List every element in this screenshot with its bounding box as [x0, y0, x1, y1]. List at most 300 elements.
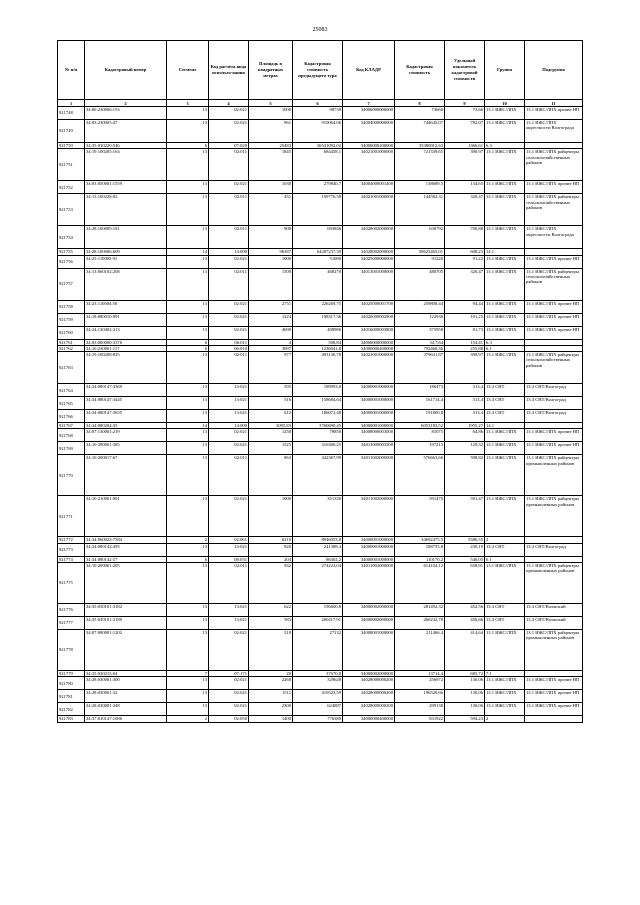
table-cell: 34:10:200001:205	[85, 563, 167, 604]
table-cell: 73660	[395, 107, 445, 120]
table-cell: 02:021	[209, 300, 249, 313]
table-cell: 281492,32	[395, 604, 445, 617]
table-cell: 13.1 ИЖС/ЛПХ	[485, 352, 525, 384]
table-cell: 64287237,39	[293, 249, 343, 255]
table-cell: 13	[167, 455, 209, 496]
table-row	[58, 255, 583, 268]
table-cell: 451	[249, 194, 293, 226]
table-cell: 02:021	[209, 313, 249, 326]
table-cell: 2260	[249, 677, 293, 690]
table-cell: 186072,48	[293, 410, 343, 423]
table-row	[58, 268, 583, 300]
table-cell: 13	[167, 149, 209, 181]
table-cell: 468270	[293, 268, 343, 300]
table-cell: 02:011	[209, 455, 249, 496]
table-cell: 721339,65	[395, 149, 445, 181]
table-cell: 73,66	[445, 107, 485, 120]
column-number: 8	[395, 100, 445, 107]
column-number: 2	[85, 100, 167, 107]
table-cell: 13.1 ИЖС/ЛПХ	[485, 563, 525, 604]
table-cell: 198317,36	[293, 313, 343, 326]
table-cell: 13:021	[209, 397, 249, 410]
table-cell: 390,97	[445, 352, 485, 384]
header-cell: Подгруппа	[525, 41, 583, 100]
table-cell: 13	[167, 442, 209, 455]
table-cell: 27132	[293, 630, 343, 671]
table-cell: 13.1 ИЖС/ЛПХ	[485, 255, 525, 268]
table-cell: 34025000001700	[343, 300, 395, 313]
table-row	[58, 120, 583, 143]
table-cell: 13:021	[209, 617, 249, 630]
table-cell: 977	[249, 352, 293, 384]
table-cell: 34000001000000	[343, 397, 395, 410]
table-cell: 3097	[249, 345, 293, 351]
table-cell: 1250	[249, 429, 293, 442]
table-cell: 34011002000000	[343, 496, 395, 537]
table-cell: 02:021	[209, 107, 249, 120]
table-cell: 414,64	[445, 630, 485, 671]
table-cell: 91220	[395, 255, 445, 268]
table-cell: 684458,1	[293, 149, 343, 181]
header-cell: Код расчёта вида использо-вания	[209, 41, 249, 100]
table-cell: 921757	[58, 268, 85, 300]
table-cell: 6.3	[485, 143, 525, 149]
table-cell: 13.1 ИЖС/ЛПХ	[485, 703, 525, 716]
table-cell: 13	[167, 397, 209, 410]
table-cell: 831922	[395, 716, 445, 722]
column-number: 7	[343, 100, 395, 107]
table-cell: 658,91	[445, 563, 485, 604]
table-cell: 34004000001400	[343, 181, 395, 194]
table-cell: 13.1 ИЖС/ЛПХ райцентры сельскохозяйственных районов	[525, 352, 583, 384]
table-cell	[525, 716, 583, 722]
table-cell: 1845	[249, 149, 293, 181]
table-row	[58, 107, 583, 120]
table-cell: 34000002000000	[343, 617, 395, 630]
table-cell: 34:35:030220:546	[85, 143, 167, 149]
table-cell: 13.1 ИЖС/ЛПХ	[485, 442, 525, 455]
table-cell: 13.1 ИЖС/ЛПХ окрестности Волгограда	[525, 226, 583, 249]
header-row	[58, 41, 583, 100]
table-cell: 37670,8	[293, 671, 343, 677]
table-cell: 13.1 ИЖС/ЛПХ прочие НП	[525, 326, 583, 339]
table-cell: 13714,4	[395, 671, 445, 677]
table-cell: 13	[167, 181, 209, 194]
header-cell: Группа	[485, 41, 525, 100]
table-cell: 86302,2	[293, 556, 343, 562]
table-cell: 7	[167, 671, 209, 677]
table-cell: 13.1 ИЖС/ЛПХ	[485, 496, 525, 537]
table-cell: 910064,06	[293, 120, 343, 143]
table-cell: 13.1 ИЖС/ЛПХ прочие НП	[525, 677, 583, 690]
table-cell: 266232,78	[395, 617, 445, 630]
table-cell: 200417,91	[293, 617, 343, 630]
table-cell: 13.1 ИЖС/ЛПХ	[485, 107, 525, 120]
table-cell: 316300,25	[293, 442, 343, 455]
table-cell: 51080	[293, 255, 343, 268]
table-row	[58, 397, 583, 410]
table-cell: 02:011	[209, 149, 249, 181]
table-cell: 02:011	[209, 194, 249, 226]
table-cell: 241388,4	[293, 543, 343, 556]
page-number: 25083	[312, 27, 328, 33]
table-cell: 35380912,63	[395, 143, 445, 149]
table-cell: 4690	[249, 326, 293, 339]
table-cell: 13.1 ИЖС/ЛПХ	[485, 268, 525, 300]
table-cell: 313,4	[445, 384, 485, 397]
table-cell: 34021001000000	[343, 352, 395, 384]
table-cell: 6	[167, 345, 209, 351]
table-row	[58, 384, 583, 397]
table-cell: 2	[485, 716, 525, 722]
table-cell: 921765	[58, 397, 85, 410]
table-cell: 13.3 СНТ	[485, 410, 525, 423]
table-cell: 34:34:080147:3369	[85, 384, 167, 397]
table-cell: 34028002000000	[343, 249, 395, 255]
table-cell: 510	[249, 630, 293, 671]
table-row	[58, 677, 583, 690]
table-cell: 598,82	[445, 455, 485, 496]
column-number: 10	[485, 100, 525, 107]
table-cell: 13.3 СНТ/Волгоград	[525, 410, 583, 423]
table-cell: 188755,8	[395, 543, 445, 556]
table-cell: 98730	[293, 107, 343, 120]
table-cell: 81,73	[445, 326, 485, 339]
column-number: 11	[525, 100, 583, 107]
table-cell: 508,84	[293, 339, 343, 345]
table-cell: 34:34:080147:3445	[85, 397, 167, 410]
table-row	[58, 716, 583, 722]
table-cell: 13.1 ИЖС/ЛПХ райцентры сельскохозяйственных районов	[525, 268, 583, 300]
table-cell: 14:000	[209, 423, 249, 429]
table-cell: 13.1 ИЖС/ЛПХ райцентры сельскохозяйственных районов	[525, 194, 583, 226]
table-cell: 1525	[249, 442, 293, 455]
table-cell: 576663,66	[395, 455, 445, 496]
table-cell: 34:07:130001:219	[85, 429, 167, 442]
table-cell: 1000	[249, 107, 293, 120]
table-cell: 226269,75	[293, 300, 343, 313]
table-cell: 13	[167, 563, 209, 604]
table-cell: 583	[249, 617, 293, 630]
table-row	[58, 226, 583, 249]
table-cell: 13	[167, 107, 209, 120]
table-cell: 776380	[293, 716, 343, 722]
table-cell: 34:34:080142:495	[85, 543, 167, 556]
table-cell: 2751	[249, 300, 293, 313]
table-cell: 921750	[58, 143, 85, 149]
table-cell: 13.1 ИЖС/ЛПХ	[485, 326, 525, 339]
table-cell: 921749	[58, 120, 85, 143]
table-cell: 2	[485, 537, 525, 543]
table-cell: 78850	[293, 429, 343, 442]
table-cell: 34006000006000	[343, 107, 395, 120]
table-cell: 614104,12	[395, 563, 445, 604]
table-cell: 456,66	[445, 617, 485, 630]
table-cell: 921777	[58, 617, 85, 630]
table-cell: 34:06:230006:153	[85, 107, 167, 120]
table-cell: 13:021	[209, 604, 249, 617]
table-cell: 963	[249, 455, 293, 496]
table-cell: 624887	[293, 703, 343, 716]
table-cell: 13	[167, 410, 209, 423]
table-cell: 13	[167, 703, 209, 716]
table-cell: 921769	[58, 442, 85, 455]
table-cell: 13.3 СНТ/Волжский	[525, 604, 583, 617]
table-cell: 375958	[395, 326, 445, 339]
header-cell: Площадь в квадратных метрах	[249, 41, 293, 100]
table-cell: 58625465,01	[395, 249, 445, 255]
table-cell: 921771	[58, 496, 85, 537]
table-cell: 13.1 ИЖС/ЛПХ	[485, 677, 525, 690]
table-cell: 921774	[58, 556, 85, 562]
table-row	[58, 563, 583, 604]
table-cell: 1500	[249, 268, 293, 300]
table-cell: 921767	[58, 423, 85, 429]
table-cell: 129,32	[445, 442, 485, 455]
table-row	[58, 313, 583, 326]
table-body	[58, 107, 583, 723]
table-cell: 13.1 ИЖС/ЛПХ	[485, 429, 525, 442]
table-cell: 820	[249, 543, 293, 556]
table-cell: 13.1 ИЖС/ЛПХ прочие НП	[525, 429, 583, 442]
table-cell: 921748	[58, 107, 85, 120]
table-cell: 34:35:030101:3189	[85, 617, 167, 630]
table-cell: 13.1 ИЖС/ЛПХ райцентры промышленных районов	[525, 563, 583, 604]
table-cell: 921759	[58, 313, 85, 326]
table-cell: 516	[249, 397, 293, 410]
table-cell: 34028002000000	[343, 226, 395, 249]
table-cell: 13.1 ИЖС/ЛПХ	[485, 690, 525, 703]
table-cell: 1366,61	[445, 143, 485, 149]
table-cell: 921779	[58, 671, 85, 677]
table-cell: 921751	[58, 149, 85, 181]
table-cell: 34:34:060023:7584	[85, 537, 167, 543]
table-cell: 13.1 ИЖС/ЛПХ прочие НП	[525, 107, 583, 120]
table-cell: 34:34:080142:57	[85, 556, 167, 562]
table-cell: 13	[167, 429, 209, 442]
table-cell: 410523,59	[293, 690, 343, 703]
table-cell: 13.1 ИЖС/ЛПХ прочие НП	[525, 690, 583, 703]
table-cell: 540,05	[445, 556, 485, 562]
table-row	[58, 703, 583, 716]
table-cell: 34000000400000	[343, 345, 395, 351]
table-cell: 02:021	[209, 703, 249, 716]
table-cell: 34:03:050001:1559	[85, 181, 167, 194]
table-cell: 13.3 СНТ/Волгоград	[525, 543, 583, 556]
table-cell: 34:23:110004:50	[85, 300, 167, 313]
table-cell: 921780	[58, 677, 85, 690]
table-cell: 34011002000000	[343, 563, 395, 604]
table-cell: 130,06	[445, 703, 485, 716]
table-cell: 2	[167, 716, 209, 722]
table-cell: 6.1	[485, 345, 525, 351]
table-cell: 13	[167, 313, 209, 326]
table-cell: 204	[249, 556, 293, 562]
cadastral-table	[57, 40, 583, 723]
table-cell: 13.3 СНТ	[485, 617, 525, 630]
table-cell: 110170,2	[395, 556, 445, 562]
table-cell: 34692475,5	[395, 537, 445, 543]
table-cell: 961	[249, 120, 293, 143]
table-cell: 14:000	[209, 249, 249, 255]
table-cell: 255,88	[445, 345, 485, 351]
table-cell: 13:021	[209, 543, 249, 556]
table-cell: 34011000003500	[343, 442, 395, 455]
table-cell: 20	[249, 671, 293, 677]
table-cell: 13:021	[209, 410, 249, 423]
table-cell: 02:021	[209, 496, 249, 537]
table-cell: 13.1 ИЖС/ЛПХ прочие НП	[525, 181, 583, 194]
table-cell: 34016000003800	[343, 326, 395, 339]
table-cell: 342367,99	[293, 455, 343, 496]
table-cell: 13.1 ИЖС/ЛПХ	[485, 120, 525, 143]
table-cell: 34:10:390001:385	[85, 442, 167, 455]
table-cell: 921755	[58, 249, 85, 255]
table-cell: 34000001000000	[343, 537, 395, 543]
table-cell: 921782	[58, 703, 85, 716]
table-cell: 13	[167, 617, 209, 630]
table-cell: 13	[167, 384, 209, 397]
table-cell: 493130,78	[293, 352, 343, 384]
table-cell: 34:34:080147:3655	[85, 410, 167, 423]
table-cell: 14	[167, 423, 209, 429]
table-cell: 921764	[58, 384, 85, 397]
table-cell: 1400	[249, 716, 293, 722]
table-cell: 13	[167, 352, 209, 384]
table-cell: 81075	[395, 429, 445, 442]
table-cell: 34011002000000	[343, 455, 395, 496]
table-cell: 259808,44	[395, 300, 445, 313]
table-cell: 34000002000000	[343, 671, 395, 677]
table-cell: 34000002000000	[343, 604, 395, 617]
table-cell: 1511	[249, 690, 293, 703]
table-cell: 02:011	[209, 226, 249, 249]
table-cell: 186473	[395, 384, 445, 397]
table-cell: 101,25	[445, 313, 485, 326]
table-cell: 134,65	[445, 181, 485, 194]
table-cell: 921760	[58, 326, 85, 339]
table-cell: 02:021	[209, 630, 249, 671]
table-cell: 782,07	[445, 120, 485, 143]
table-cell: 630792	[395, 226, 445, 249]
table-cell: 06:011	[209, 339, 249, 345]
table-row	[58, 442, 583, 455]
table-cell: 34000000200000	[343, 143, 395, 149]
table-cell: 921756	[58, 255, 85, 268]
table-cell: 25483	[249, 143, 293, 149]
table-cell: 02:011	[209, 563, 249, 604]
table-cell: 34:35:030101:3182	[85, 604, 167, 617]
table-cell: 13	[167, 268, 209, 300]
table-cell: 02:021	[209, 429, 249, 442]
table-cell: 256972	[395, 677, 445, 690]
table-cell: 02:021	[209, 677, 249, 690]
table-cell: 34028000000200	[343, 677, 395, 690]
table-cell: 06:010	[209, 345, 249, 351]
table-cell: 13.1 ИЖС/ЛПХ прочие НП	[525, 300, 583, 313]
table-cell: 921775	[58, 563, 85, 604]
table-cell: 921758	[58, 300, 85, 313]
table-cell: 96387	[249, 249, 293, 255]
header-cell: Кадастровая стоимость предыдущего тура	[293, 41, 343, 100]
column-number: 4	[209, 100, 249, 107]
table-cell: 921783	[58, 716, 85, 722]
table-cell: 13.1 ИЖС/ЛПХ	[485, 455, 525, 496]
table-cell: 13	[167, 677, 209, 690]
header-cell: Кадастровый номер	[85, 41, 167, 100]
table-cell: 13	[167, 255, 209, 268]
table-cell: 13.3 СНТ/Волгоград	[525, 397, 583, 410]
table-cell: 13.1 ИЖС/ЛПХ	[485, 181, 525, 194]
table-cell: 4	[249, 339, 293, 345]
table-cell: 390,97	[445, 149, 485, 181]
table-cell: 13	[167, 630, 209, 671]
table-row	[58, 543, 583, 556]
table-cell: 34:24:130402:313	[85, 326, 167, 339]
table-row	[58, 410, 583, 423]
table-cell: 8946053,8	[293, 537, 343, 543]
table-cell: 34008000003000	[343, 429, 395, 442]
table-cell: 921754	[58, 226, 85, 249]
table-cell: 3095,83	[249, 423, 293, 429]
table-row	[58, 630, 583, 671]
table-cell: 13.1 ИЖС/ЛПХ прочие НП	[525, 255, 583, 268]
table-row	[58, 604, 583, 617]
table-cell: 13.3 СНТ/Волжский	[525, 617, 583, 630]
table-cell: 408986	[293, 326, 343, 339]
table-row	[58, 429, 583, 442]
table-cell: 34006000000000	[343, 339, 395, 345]
table-cell: 921762	[58, 345, 85, 351]
table-cell: 13	[167, 604, 209, 617]
table-cell: 792460,36	[395, 345, 445, 351]
table-cell: 94,44	[445, 300, 485, 313]
table-cell: 13.3 СНТ	[485, 384, 525, 397]
table-cell: 02:021	[209, 181, 249, 194]
table-cell: 13.1 ИЖС/ЛПХ	[485, 149, 525, 181]
column-number-row	[58, 100, 583, 107]
header-cell: № п/п	[58, 41, 85, 100]
table-cell: 13.1 ИЖС/ЛПХ прочие НП	[525, 442, 583, 455]
table-cell: 379631,87	[395, 352, 445, 384]
table-cell: 34:10:230001:117	[85, 345, 167, 351]
table-cell: 196600,8	[293, 604, 343, 617]
table-cell: 07:020	[209, 143, 249, 149]
table-cell: 6.1	[485, 556, 525, 562]
table-cell: 1030	[249, 181, 293, 194]
table-cell: 02:011	[209, 352, 249, 384]
table-cell: 13.3 СНТ	[485, 543, 525, 556]
table-cell: 14.1	[485, 249, 525, 255]
table-cell: 13	[167, 496, 209, 537]
table-cell: 5586,55	[445, 537, 485, 543]
table-cell: 34028000000200	[343, 703, 395, 716]
table-cell: 34000001000000	[343, 423, 395, 429]
table-cell: 130,06	[445, 677, 485, 690]
table-cell: 6210	[249, 537, 293, 543]
table-cell: 02:021	[209, 120, 249, 143]
table-cell: 154,41	[445, 339, 485, 345]
table-cell: 02:021	[209, 326, 249, 339]
table-cell: 34000001000000	[343, 556, 395, 562]
table-cell: 932	[249, 563, 293, 604]
table-cell: 34:34:080204:35	[85, 423, 167, 429]
table-cell: 594,23	[445, 716, 485, 722]
table-cell: 921778	[58, 630, 85, 671]
table-cell: 34:28:030001:300	[85, 677, 167, 690]
header-cell: Кадастровая стоимость	[395, 41, 445, 100]
table-cell: 299138	[395, 703, 445, 716]
